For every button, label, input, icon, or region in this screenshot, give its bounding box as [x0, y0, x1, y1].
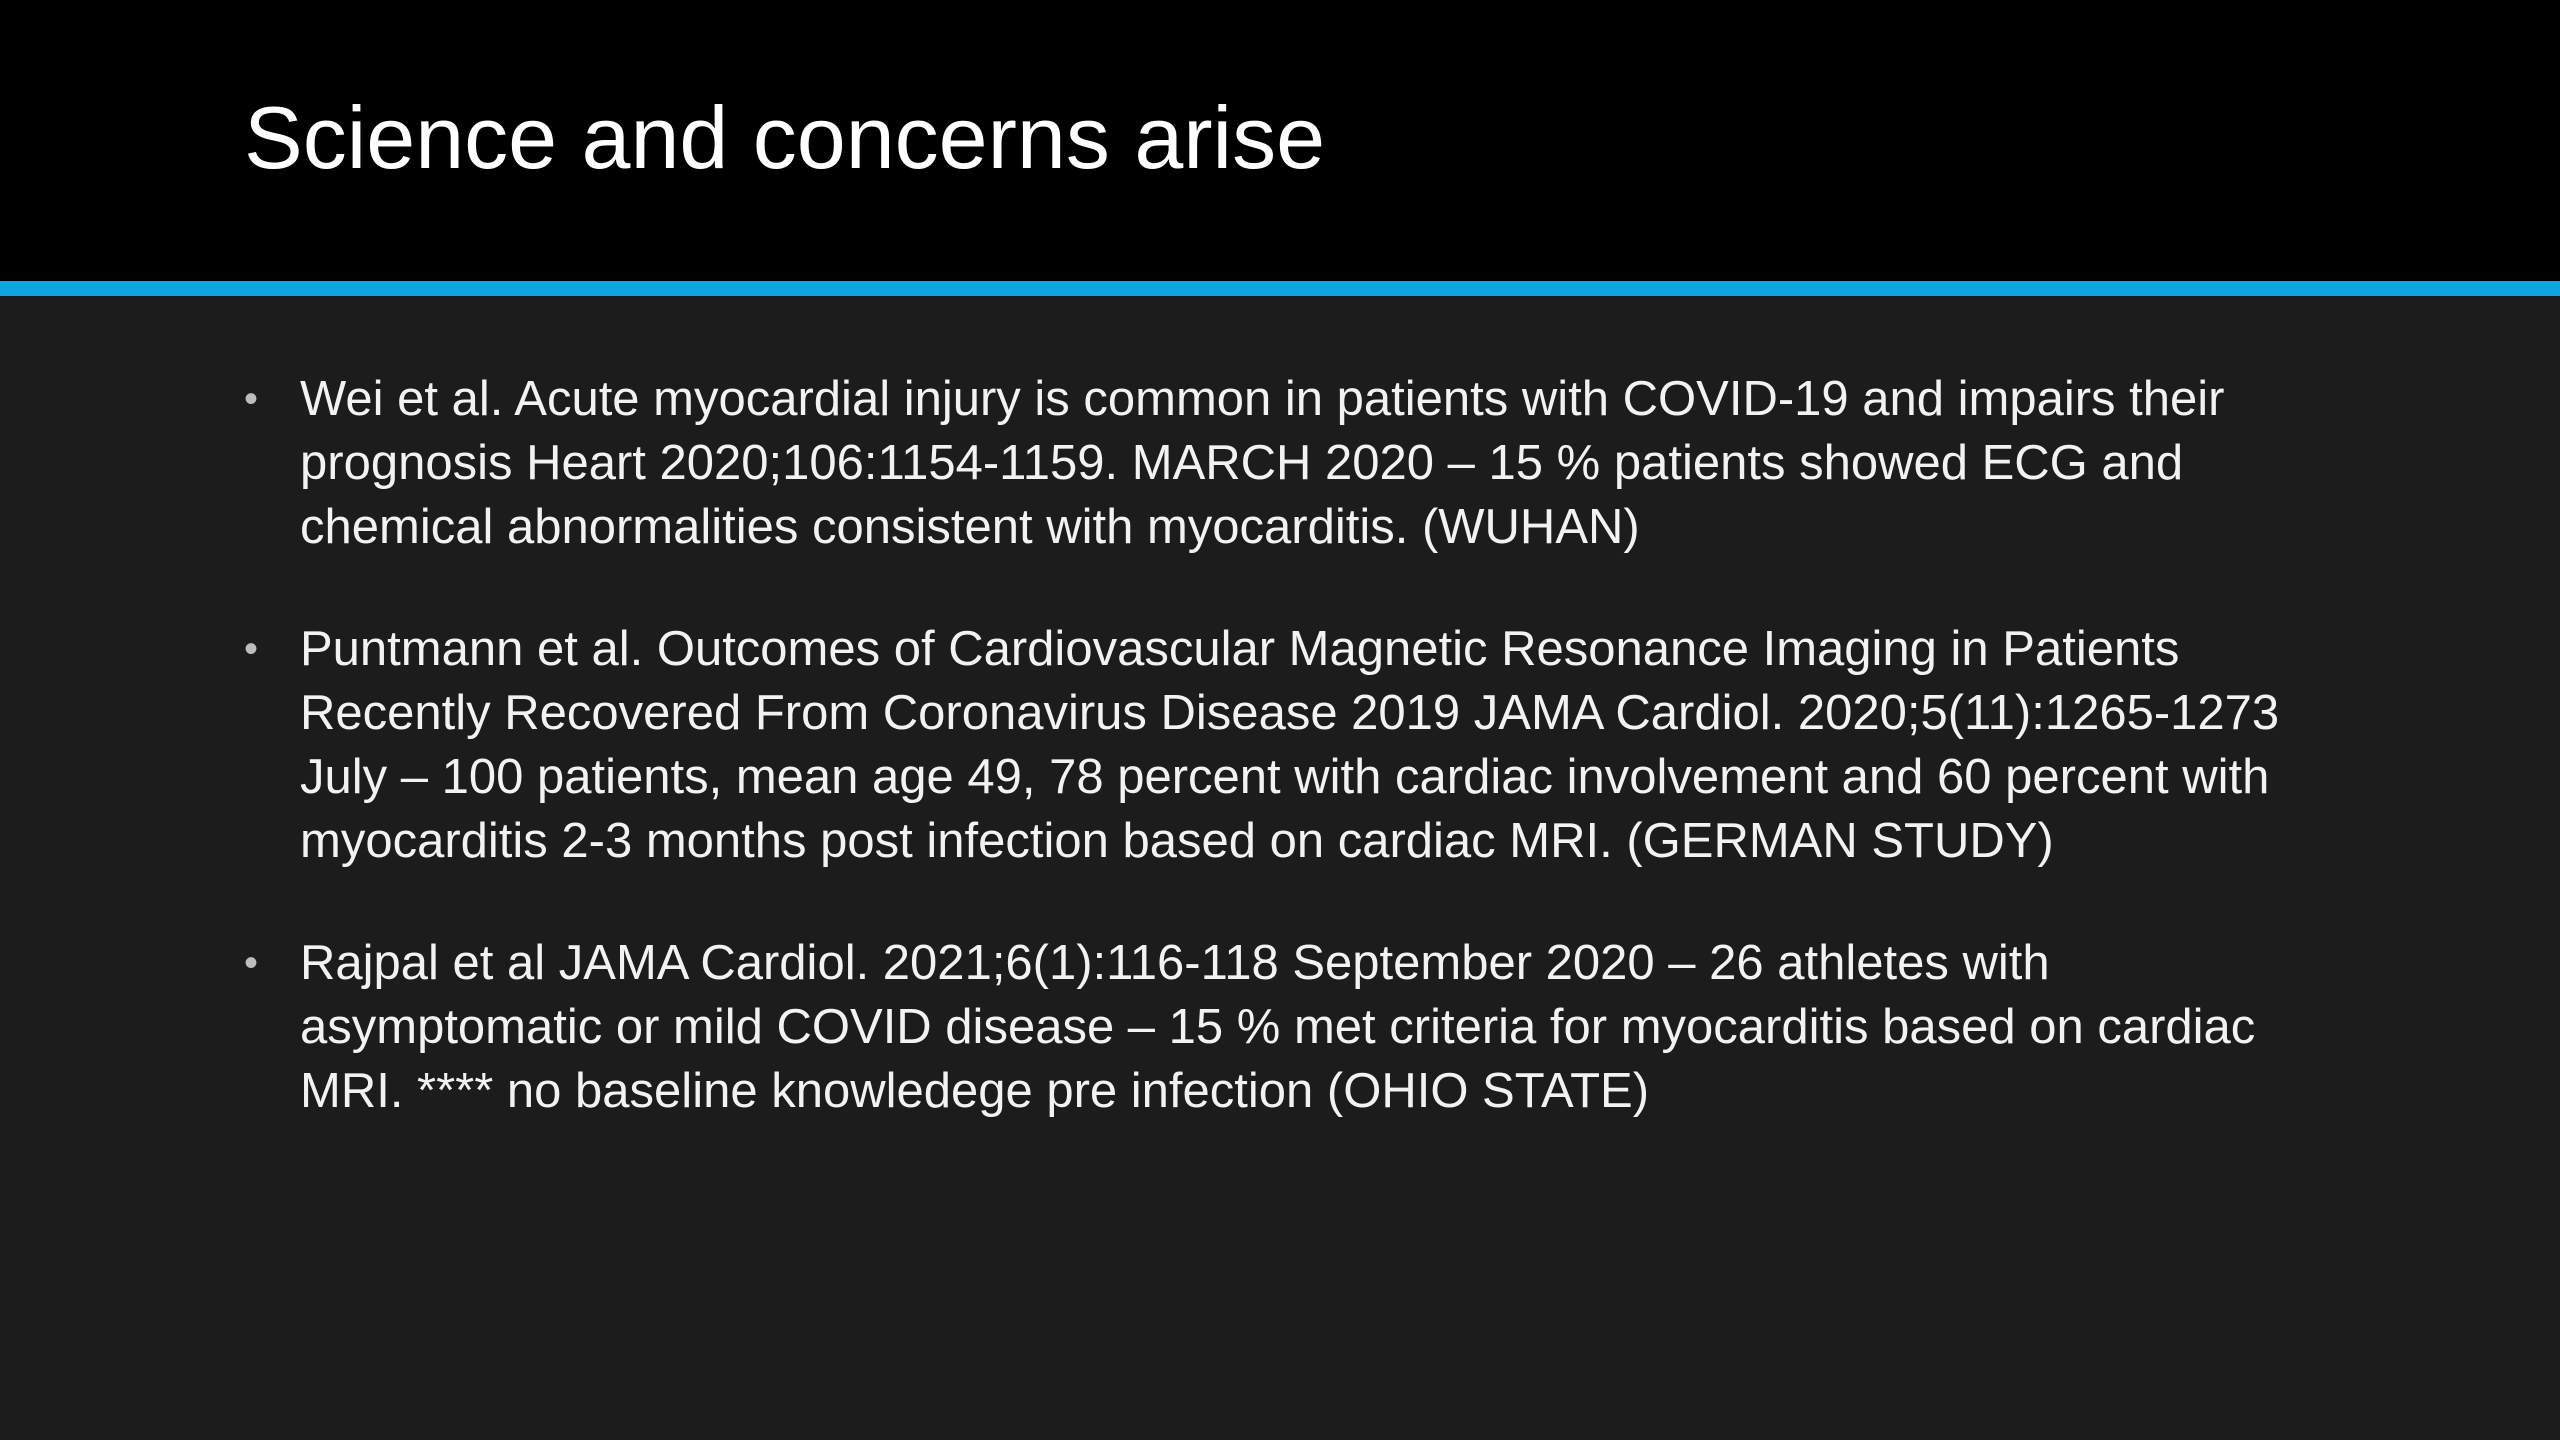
bullet-item-puntmann: [244, 617, 2324, 873]
bullet-item-rajpal: [244, 931, 2324, 1123]
bullet-list: [244, 367, 2324, 1181]
bullet-dot-icon: •: [244, 627, 259, 671]
slide-title: Science and concerns arise: [244, 88, 1326, 187]
bullet-item-wei: [244, 367, 2324, 559]
bullet-text: Rajpal et al JAMA Cardiol. 2021;6(1):116-118 September 2020 – 26 athletes with asymptomatic or mild COVID disease – 15 % met criteria for myocarditis based on cardiac MRI. **** no baseline knowledege pre infection (OHIO STATE): [300, 936, 2256, 1118]
bullet-text: Puntmann et al. Outcomes of Cardiovascular Magnetic Resonance Imaging in Patients Recently Recovered From Coronavirus Disease 2019 JAMA Cardiol. 2020;5(11):1265-1273 July – 100 patients, mean age 49, 78 percent with cardiac involvement and 60 percent with myocarditis 2-3 months post infection based on cardiac MRI. (GERMAN STUDY): [300, 622, 2280, 868]
bullet-dot-icon: •: [244, 941, 259, 985]
title-bar: [0, 0, 2560, 281]
accent-rule: [0, 281, 2560, 296]
bullet-text: Wei et al. Acute myocardial injury is common in patients with COVID-19 and impairs their prognosis Heart 2020;106:1154-1159. MARCH 2020 – 15 % patients showed ECG and chemical abnormalities consistent with myocarditis. (WUHAN): [300, 372, 2225, 554]
bullet-dot-icon: •: [244, 377, 259, 421]
